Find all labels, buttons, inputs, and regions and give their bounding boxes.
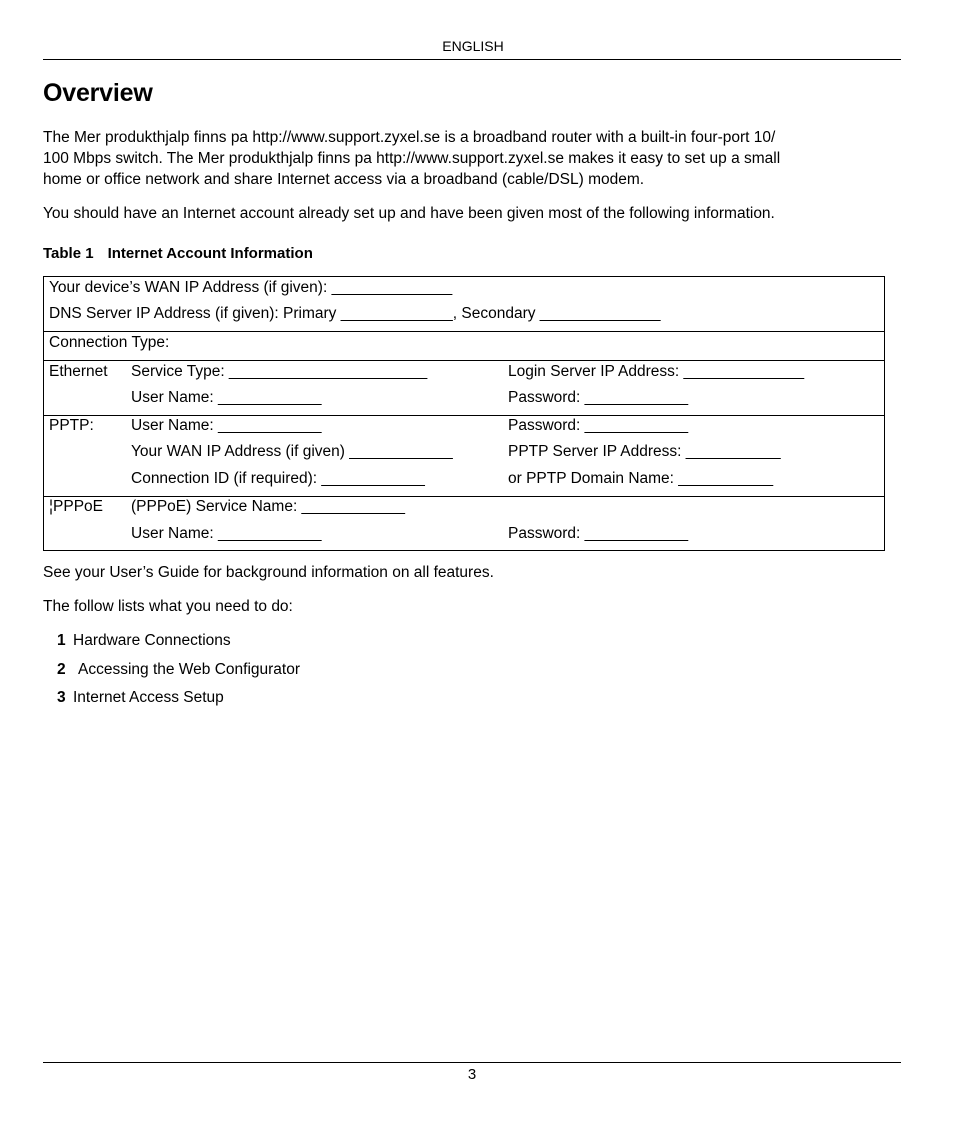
table-caption-number: Table 1	[43, 245, 94, 262]
step-label: Accessing the Web Configurator	[78, 661, 300, 678]
ethernet-password: Password: ____________	[508, 389, 689, 406]
pppoe-label: ¦PPPoE	[49, 498, 104, 515]
intro-line-2: 100 Mbps switch. The Mer produkthjalp finns pa http://www.support.zyxel.se makes it easy to set up a small	[43, 150, 781, 167]
pppoe-password: Password: ____________	[508, 525, 689, 542]
step-number: 1	[57, 632, 66, 649]
header-rule	[43, 59, 901, 60]
ethernet-user-name: User Name: ____________	[131, 389, 322, 406]
guide-note: See your User’s Guide for background information on all features.	[43, 564, 494, 581]
dns-server-field: DNS Server IP Address (if given): Primary _____________, Secondary ______________	[49, 305, 661, 322]
table-section-pppoe	[44, 496, 884, 551]
pppoe-service-name: (PPPoE) Service Name: ____________	[131, 498, 405, 515]
connection-type-label: Connection Type:	[49, 334, 170, 351]
table-section-connection-type	[44, 331, 884, 360]
follow-intro: The follow lists what you need to do:	[43, 598, 293, 615]
pptp-password: Password: ____________	[508, 417, 689, 434]
pptp-user-name: User Name: ____________	[131, 417, 322, 434]
intro-line-3: home or office network and share Internet access via a broadband (cable/DSL) modem.	[43, 171, 645, 188]
list-item	[57, 661, 300, 679]
table-caption-title: Internet Account Information	[107, 245, 313, 262]
list-item	[57, 689, 224, 707]
pptp-label: PPTP:	[49, 417, 94, 434]
step-label: Internet Access Setup	[73, 689, 224, 706]
footer-rule	[43, 1062, 901, 1063]
intro-line-1: The Mer produkthjalp finns pa http://www.support.zyxel.se is a broadband router with a built-in four-port 10/	[43, 129, 776, 146]
pppoe-user-name: User Name: ____________	[131, 525, 322, 542]
pptp-connection-id: Connection ID (if required): ____________	[131, 470, 425, 487]
step-number: 3	[57, 689, 66, 706]
internet-account-table	[43, 276, 885, 551]
step-label: Hardware Connections	[73, 632, 231, 649]
table-section-addresses	[44, 277, 884, 331]
page-title: Overview	[43, 79, 153, 107]
pptp-server-ip: PPTP Server IP Address: ___________	[508, 443, 781, 460]
ethernet-label: Ethernet	[49, 363, 108, 380]
ethernet-service-type: Service Type: _______________________	[131, 363, 428, 380]
wan-ip-field: Your device’s WAN IP Address (if given): ______________	[49, 279, 453, 296]
list-item	[57, 632, 231, 650]
table-section-ethernet	[44, 360, 884, 415]
running-header: ENGLISH	[442, 38, 504, 54]
table-section-pptp	[44, 415, 884, 496]
step-number: 2	[57, 661, 66, 678]
intro-paragraph-2: You should have an Internet account already set up and have been given most of the following information.	[43, 205, 775, 222]
pptp-wan-ip: Your WAN IP Address (if given) ____________	[131, 443, 453, 460]
page-number: 3	[467, 1066, 477, 1083]
pptp-domain-name: or PPTP Domain Name: ___________	[508, 470, 774, 487]
table-caption	[43, 245, 313, 262]
ethernet-login-server: Login Server IP Address: ______________	[508, 363, 805, 380]
